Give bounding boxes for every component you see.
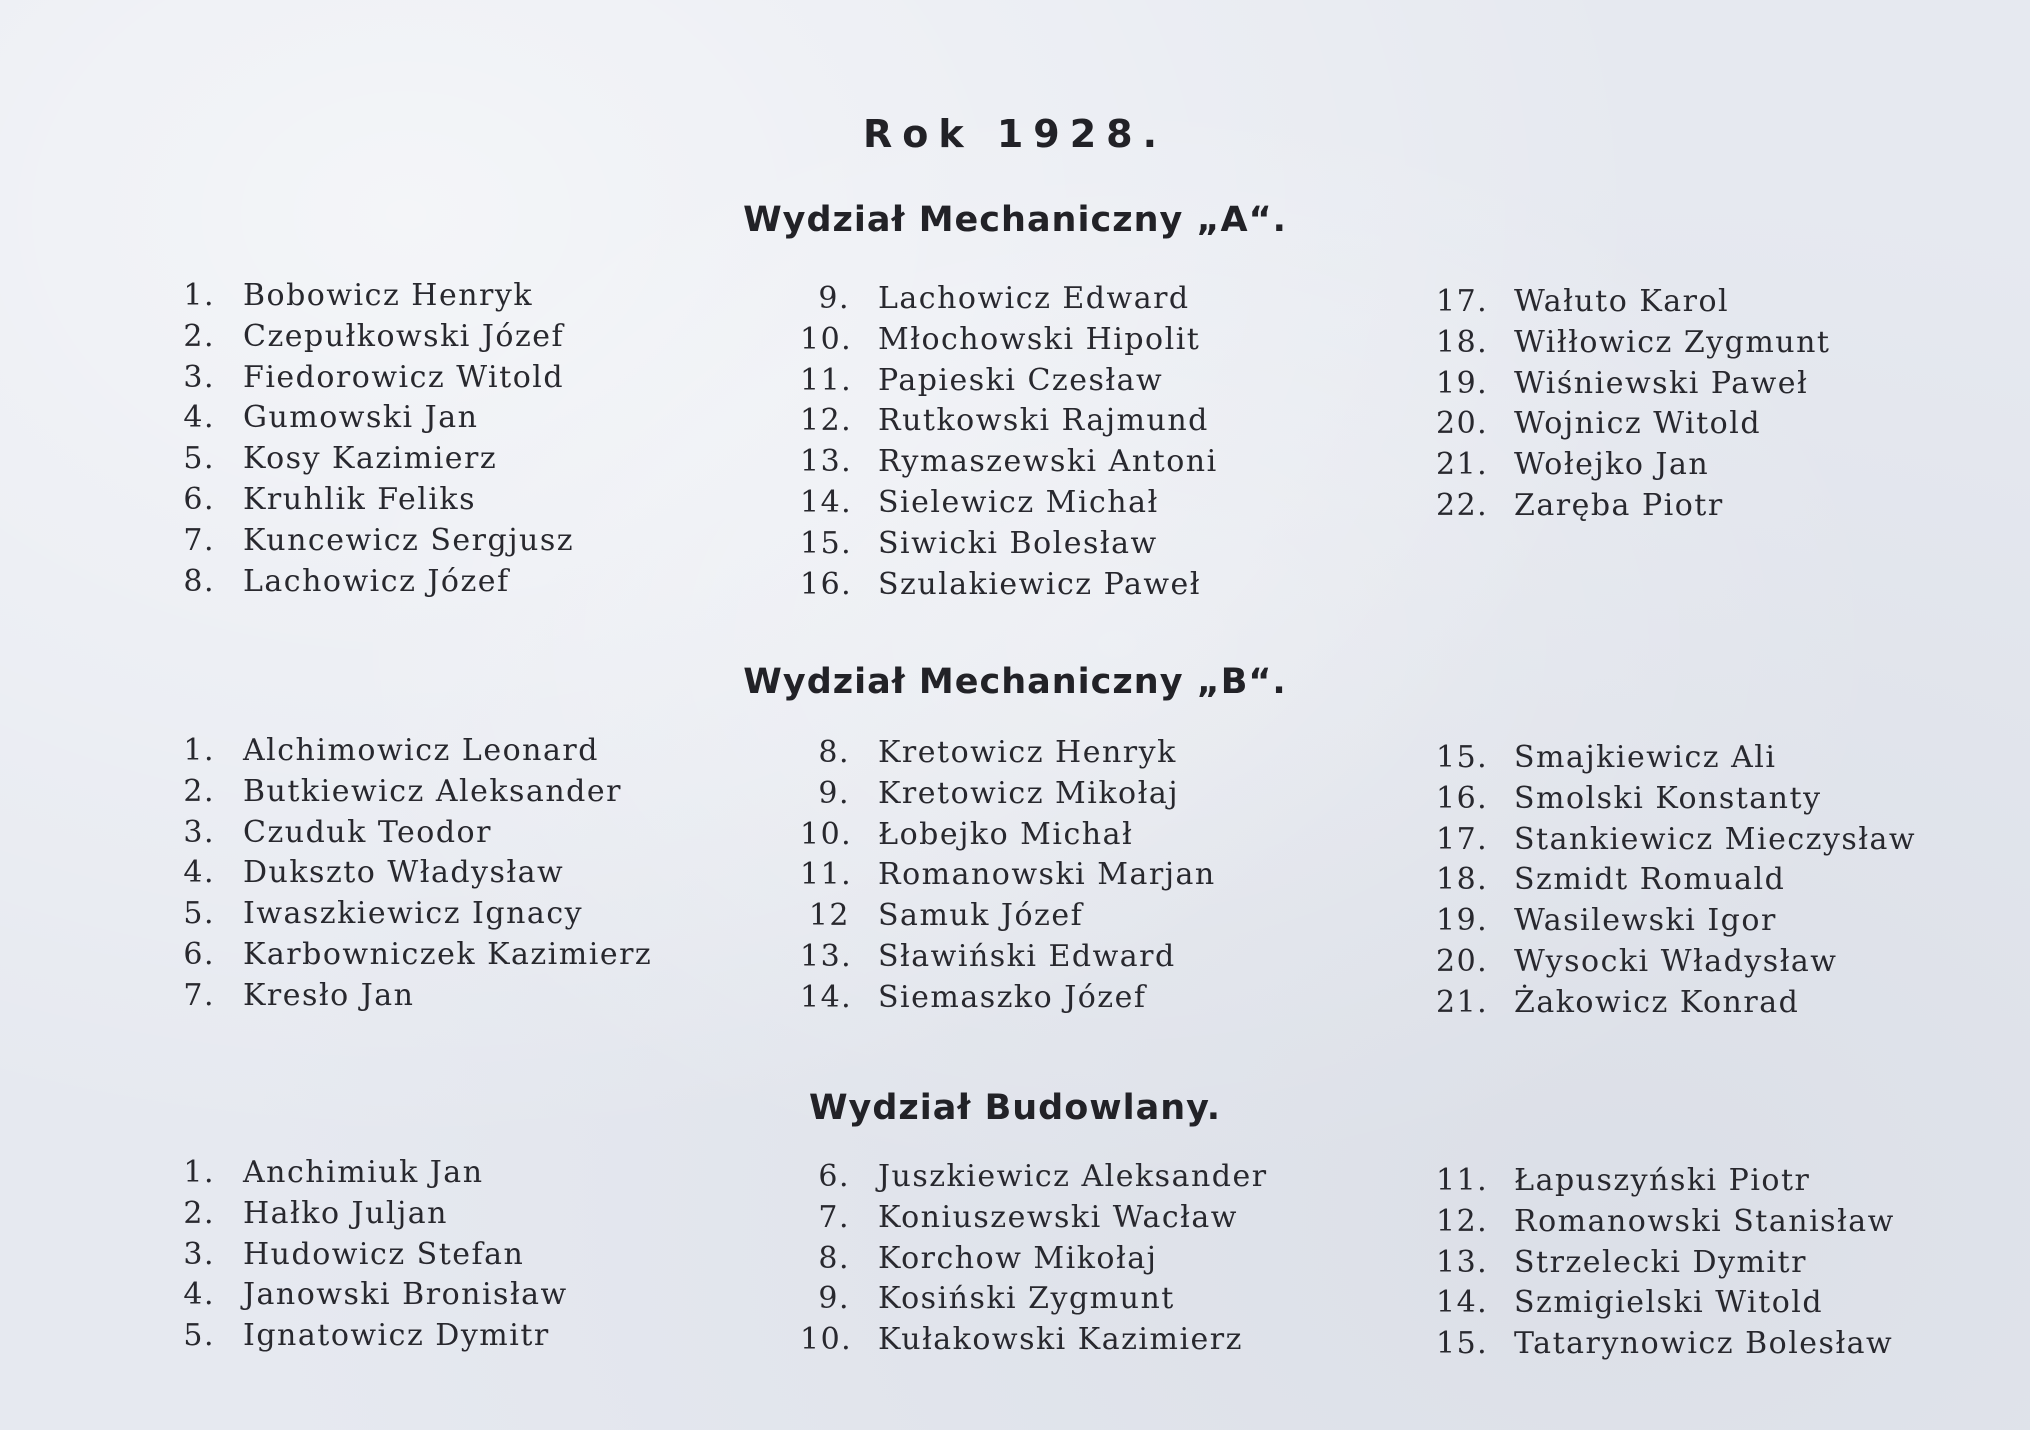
list-item-number: 9. [818, 1281, 850, 1317]
list-item-number: 14. [800, 979, 853, 1015]
list-item-number: 8. [818, 735, 850, 770]
list-item-number: 3. [183, 359, 215, 395]
section-a-column-1 [165, 276, 574, 602]
list-item-number: 15. [800, 525, 853, 561]
list-item-number: 17. [1436, 821, 1489, 857]
list-item-name: Kosiński Zygmunt [878, 1281, 1175, 1317]
list-item-number: 10. [800, 1322, 853, 1358]
list-item-name: Rutkowski Rajmund [878, 403, 1209, 439]
list-item [1436, 364, 1830, 405]
list-item-number: 15. [1436, 1326, 1489, 1362]
list-item-number: 5. [183, 896, 215, 932]
list-item [165, 813, 652, 854]
list-item [165, 853, 652, 894]
list-item [800, 1279, 1268, 1320]
list-item-number: 15. [1436, 740, 1489, 775]
list-item-name: Anchimiuk Jan [243, 1155, 484, 1190]
list-item-name: Kosy Kazimierz [243, 441, 498, 477]
list-item-number: 18. [1436, 862, 1489, 898]
list-item [800, 937, 1216, 978]
list-item [800, 524, 1218, 565]
list-item-number: 12 [808, 898, 850, 934]
list-item [165, 358, 574, 399]
list-item-name: Czepułkowski Józef [243, 318, 565, 354]
list-item-number: 2. [183, 1195, 215, 1231]
list-item-number: 16. [1436, 780, 1489, 816]
list-item-name: Łobejko Michał [878, 816, 1134, 852]
list-item-name: Lachowicz Józef [243, 563, 510, 599]
list-item [165, 1194, 568, 1235]
list-item [1436, 404, 1830, 445]
list-item-number: 5. [183, 441, 215, 477]
section-heading-budowlany: Wydział Budowlany. [808, 1088, 1222, 1128]
list-item-number: 1. [183, 733, 215, 768]
list-item-number: 5. [183, 1318, 215, 1354]
list-item-number: 22. [1436, 487, 1489, 523]
list-item-name: Alchimowicz Leonard [243, 733, 599, 768]
list-item [800, 1198, 1268, 1239]
section-b-column-1 [165, 731, 652, 1017]
list-item-number: 4. [183, 400, 215, 436]
list-item [800, 733, 1216, 774]
list-item [1436, 983, 1916, 1024]
list-item-number: 17. [1436, 284, 1489, 319]
section-a-column-3 [1436, 282, 1830, 527]
list-item [800, 978, 1216, 1019]
list-item [800, 896, 1216, 937]
list-item [165, 1235, 568, 1276]
page-title: Rok 1928. [862, 112, 1168, 156]
list-item-number: 8. [818, 1240, 850, 1276]
list-item-number: 12. [800, 403, 853, 439]
list-item [800, 1157, 1268, 1198]
list-item-number: 21. [1436, 984, 1489, 1020]
list-item [165, 731, 652, 772]
list-item-name: Młochowski Hipolit [878, 321, 1201, 357]
list-item-name: Strzelecki Dymitr [1514, 1244, 1807, 1280]
section-b-column-3 [1436, 738, 1916, 1024]
list-item [1436, 1243, 1895, 1284]
list-item-name: Smolski Konstanty [1514, 780, 1822, 816]
list-item [165, 317, 574, 358]
list-item-name: Wołejko Jan [1514, 447, 1710, 483]
list-item-number: 18. [1436, 324, 1489, 360]
list-item-name: Ignatowicz Dymitr [243, 1318, 550, 1354]
list-item [1436, 1161, 1895, 1202]
list-item-number: 16. [800, 566, 853, 602]
list-item-name: Janowski Bronisław [243, 1277, 568, 1313]
list-item-name: Rymaszewski Antoni [878, 444, 1218, 480]
list-item [165, 976, 652, 1017]
list-item-name: Bobowicz Henryk [243, 278, 533, 313]
list-item-number: 14. [800, 484, 853, 520]
list-item-name: Dukszto Władysław [243, 855, 565, 891]
list-item-number: 6. [183, 481, 215, 517]
list-item-name: Kułakowski Kazimierz [878, 1322, 1243, 1358]
list-item [800, 442, 1218, 483]
list-item [1436, 901, 1916, 942]
list-item [165, 894, 652, 935]
list-item-number: 7. [183, 977, 215, 1013]
list-item-number: 6. [183, 936, 215, 972]
list-item-name: Hałko Juljan [243, 1195, 449, 1231]
list-item [800, 320, 1218, 361]
list-item-name: Wiłłowicz Zygmunt [1514, 324, 1831, 360]
list-item [1436, 445, 1830, 486]
list-item [165, 276, 574, 317]
list-item [800, 1239, 1268, 1280]
list-item-number: 3. [183, 1236, 215, 1272]
list-item-number: 9. [818, 775, 850, 811]
list-item-name: Karbowniczek Kazimierz [243, 936, 653, 972]
list-item-number: 14. [1436, 1285, 1489, 1321]
list-item-name: Wiśniewski Paweł [1514, 365, 1809, 401]
list-item-number: 7. [818, 1199, 850, 1235]
list-item-name: Czuduk Teodor [243, 814, 492, 850]
list-item-name: Kresło Jan [243, 977, 415, 1013]
list-item-number: 9. [818, 281, 850, 316]
list-item-name: Kuncewicz Sergjusz [243, 522, 575, 558]
list-item [1436, 323, 1830, 364]
list-item-number: 10. [800, 816, 853, 852]
section-c-column-1 [165, 1153, 568, 1357]
list-item-name: Kretowicz Henryk [878, 735, 1177, 770]
list-item-name: Wasilewski Igor [1514, 903, 1777, 939]
list-item-name: Romanowski Marjan [878, 857, 1216, 893]
section-heading-mechaniczny-b: Wydział Mechaniczny „B“. [743, 662, 1287, 702]
list-item [165, 772, 652, 813]
list-item-number: 13. [800, 444, 853, 480]
section-c-column-3 [1436, 1161, 1895, 1365]
section-a-column-2 [800, 279, 1218, 605]
list-item-number: 4. [183, 855, 215, 891]
list-item-number: 1. [183, 278, 215, 313]
list-item-name: Kretowicz Mikołaj [878, 775, 1180, 811]
list-item [165, 398, 574, 439]
list-item-name: Żakowicz Konrad [1514, 984, 1800, 1020]
list-item-number: 2. [183, 318, 215, 354]
list-item-name: Samuk Józef [878, 898, 1084, 934]
section-b-column-2 [800, 733, 1216, 1019]
list-item-number: 11. [800, 857, 853, 893]
list-item-number: 3. [183, 814, 215, 850]
list-item-number: 11. [1436, 1163, 1489, 1198]
section-c-column-2 [800, 1157, 1268, 1361]
list-item-name: Papieski Czesław [878, 362, 1164, 398]
list-item-name: Smajkiewicz Ali [1514, 740, 1777, 775]
list-item-name: Gumowski Jan [243, 400, 479, 436]
list-item-number: 13. [1436, 1244, 1489, 1280]
list-item [165, 1275, 568, 1316]
list-item-number: 19. [1436, 903, 1489, 939]
list-item-number: 7. [183, 522, 215, 558]
list-item-name: Sielewicz Michał [878, 484, 1159, 520]
list-item [800, 855, 1216, 896]
list-item-number: 6. [818, 1159, 850, 1194]
list-item-name: Lachowicz Edward [878, 281, 1190, 316]
list-item-number: 20. [1436, 943, 1489, 979]
list-item [800, 774, 1216, 815]
list-item [165, 1153, 568, 1194]
list-item-number: 4. [183, 1277, 215, 1313]
list-item-number: 11. [800, 362, 853, 398]
list-item-name: Szmidt Romuald [1514, 862, 1786, 898]
list-item-name: Wojnicz Witold [1514, 406, 1762, 442]
list-item-name: Wysocki Władysław [1514, 943, 1838, 979]
list-item-name: Iwaszkiewicz Ignacy [243, 896, 584, 932]
list-item [800, 483, 1218, 524]
list-item-name: Szmigielski Witold [1514, 1285, 1824, 1321]
list-item-name: Wałuto Karol [1514, 284, 1730, 319]
list-item-name: Siemaszko Józef [878, 979, 1147, 1015]
list-item-name: Koniuszewski Wacław [878, 1199, 1238, 1235]
list-item [1436, 738, 1916, 779]
list-item [1436, 1202, 1895, 1243]
list-item-name: Siwicki Bolesław [878, 525, 1158, 561]
list-item-name: Fiedorowicz Witold [243, 359, 565, 395]
list-item [1436, 486, 1830, 527]
list-item [800, 279, 1218, 320]
list-item [1436, 1283, 1895, 1324]
list-item-name: Szulakiewicz Paweł [878, 566, 1201, 602]
list-item-name: Tatarynowicz Bolesław [1514, 1326, 1894, 1362]
list-item-name: Romanowski Stanisław [1514, 1203, 1895, 1239]
list-item-number: 12. [1436, 1203, 1489, 1239]
list-item [165, 562, 574, 603]
list-item-name: Stankiewicz Mieczysław [1514, 821, 1917, 857]
list-item-name: Łapuszyński Piotr [1514, 1163, 1811, 1198]
list-item-number: 20. [1436, 406, 1489, 442]
list-item [800, 361, 1218, 402]
list-item [800, 815, 1216, 856]
list-item-number: 10. [800, 321, 853, 357]
list-item-number: 13. [800, 938, 853, 974]
list-item [1436, 1324, 1895, 1365]
list-item-number: 8. [183, 563, 215, 599]
list-item [165, 480, 574, 521]
list-item-name: Zaręba Piotr [1514, 487, 1724, 523]
section-heading-mechaniczny-a: Wydział Mechaniczny „A“. [743, 200, 1287, 240]
list-item-number: 19. [1436, 365, 1489, 401]
list-item [1436, 942, 1916, 983]
list-item [800, 565, 1218, 606]
list-item-number: 1. [183, 1155, 215, 1190]
list-item-name: Sławiński Edward [878, 938, 1176, 974]
list-item-name: Kruhlik Feliks [243, 481, 476, 517]
list-item [1436, 282, 1830, 323]
list-item-name: Korchow Mikołaj [878, 1240, 1158, 1276]
list-item [165, 1316, 568, 1357]
list-item-name: Juszkiewicz Aleksander [878, 1159, 1268, 1194]
list-item-number: 2. [183, 773, 215, 809]
list-item [800, 1320, 1268, 1361]
list-item [800, 401, 1218, 442]
list-item [165, 439, 574, 480]
list-item [1436, 779, 1916, 820]
list-item-number: 21. [1436, 447, 1489, 483]
list-item [1436, 820, 1916, 861]
list-item [165, 935, 652, 976]
list-item [1436, 860, 1916, 901]
list-item-name: Butkiewicz Aleksander [243, 773, 622, 809]
list-item [165, 521, 574, 562]
list-item-name: Hudowicz Stefan [243, 1236, 525, 1272]
